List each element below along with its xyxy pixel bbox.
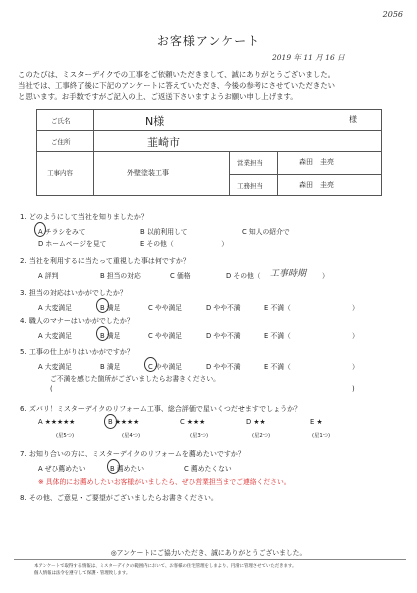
q6-note-b: (星4つ) [122,433,141,439]
page-title: お客様アンケート [156,34,261,48]
q2-option-c[interactable]: C 価格 [170,272,191,280]
q5-option-e[interactable]: E 不満（ ） [264,363,359,371]
intro-line-1: このたびは、ミスターデイクでの工事をご依頼いただきまして、誠にありがとうございました。 [18,70,335,79]
survey-date: 2019 年 11 月 16 日 [272,53,345,62]
q6-option-c[interactable]: C ★★★ [180,418,206,426]
q7-option-a[interactable]: A ぜひ薦めたい [38,465,86,473]
thanks-message: ◎アンケートにご協力いただき、誠にありがとうございました。 [110,549,307,557]
question-6: 6. ズバリ！ミスターデイクのリフォーム工事、総合評価で星いくつだせますでしょうか？ [20,405,302,413]
q1-option-c[interactable]: C 知人の紹介で [242,228,290,236]
question-8: 8. その他、ご意見・ご要望がございましたらお書きください。 [20,494,218,502]
customer-info-table [36,109,382,196]
question-2: 2. 当社を利用するに当たって重視した事は何ですか？ [20,257,190,265]
q2-close-paren: ） [322,272,329,280]
document-number: 2056 [382,10,403,19]
q7-option-c[interactable]: C 薦めたくない [184,465,232,473]
q6-option-d[interactable]: D ★★ [246,418,266,426]
q2-other-answer: 工事時期 [270,269,307,279]
question-3: 3. 担当の対応はいかがでしたか？ [20,289,127,297]
privacy-line-2: 個人情報は法令を遵守して保護・管理致します。 [34,571,131,576]
customer-address: 韮崎市 [147,136,180,149]
q4-option-a[interactable]: A 大変満足 [38,332,72,340]
q3-answer-circle [96,298,109,313]
q3-option-d[interactable]: D やや不満 [206,304,241,312]
q3-option-b[interactable]: B 満足 [100,304,121,312]
work-content: 外壁塗装工事 [127,169,169,177]
q1-option-b[interactable]: B 以前利用して [140,228,188,236]
q3-option-a[interactable]: A 大変満足 [38,304,72,312]
q4-option-b[interactable]: B 満足 [100,332,121,340]
address-label: ご住所 [51,138,71,146]
q5-answer-circle [144,357,157,372]
q1-option-d[interactable]: D ホームページを見て [38,240,107,248]
q5-paren-close: ) [352,385,355,393]
question-4: 4. 職人のマナーはいかがでしたか？ [20,317,134,325]
q1-option-e[interactable]: E その他（ ） [140,240,229,248]
q4-option-d[interactable]: D やや不満 [206,332,241,340]
q6-note-d: (星2つ) [252,433,271,439]
q6-note-c: (星3つ) [190,433,209,439]
q2-option-a[interactable]: A 評判 [38,272,59,280]
q6-note-e: (星1つ) [312,433,331,439]
footer-divider [14,559,406,560]
q5-option-d[interactable]: D やや不満 [206,363,241,371]
sales-person: 森田 圭亮 [299,158,334,166]
construction-label: 工務担当 [237,182,263,190]
question-1: 1. どのようにして当社を知りましたか？ [20,213,148,221]
name-label: ご氏名 [51,117,71,125]
q5-paren-open: ( [50,385,53,393]
q5-comment-prompt: ご不満を感じた箇所がございましたらお書きください。 [50,375,220,383]
question-5: 5. 工事の仕上がりはいかがですか？ [20,348,134,356]
q1-option-a[interactable]: A チラシをみて [38,228,86,236]
q6-note-a: (星5つ) [56,433,75,439]
question-7: 7. お知り合いの方に、ミスターデイクのリフォームを薦めたいですか？ [20,450,245,458]
work-label: 工事内容 [47,169,73,177]
q2-option-b[interactable]: B 担当の対応 [100,272,141,280]
privacy-line-1: 本アンケートで取得する情報は、ミスターデイクの範囲内において、お客様の住宅管理をしまより、円滑に管理させていただきます。 [34,564,297,569]
sales-label: 営業担当 [237,159,263,167]
q4-option-e[interactable]: E 不満（ ） [264,332,359,340]
q6-option-e[interactable]: E ★ [310,418,323,426]
honorific: 様 [349,115,357,124]
q5-option-c[interactable]: C やや満足 [148,363,183,371]
customer-name: N様 [145,115,165,128]
q2-option-d[interactable]: D その他（ [226,272,261,280]
q5-option-a[interactable]: A 大変満足 [38,363,72,371]
q6-option-a[interactable]: A ★★★★★ [38,418,76,426]
q6-answer-circle [104,414,117,429]
q3-option-c[interactable]: C やや満足 [148,304,183,312]
q5-option-b[interactable]: B 満足 [100,363,121,371]
q7-option-b[interactable]: B 薦めたい [110,465,145,473]
q4-answer-circle [96,326,109,341]
intro-line-3: と思います。お手数ですがご記入の上、ご返送下さいますようお願い申し上げます。 [18,92,298,101]
intro-line-2: 当社では、工事終了後に下記のアンケートに答えていただき、今後の参考にさせていただきたい [18,81,336,90]
q3-option-e[interactable]: E 不満（ ） [264,304,359,312]
q7-note: ※ 具体的にお薦めしたいお客様がいましたら、ぜひ営業担当までご連絡ください。 [38,478,291,486]
q7-answer-circle [107,459,120,474]
q1-answer-circle [34,222,46,237]
construction-person: 森田 圭亮 [299,181,334,189]
q6-option-b[interactable]: B ★★★★ [108,418,140,426]
q4-option-c[interactable]: C やや満足 [148,332,183,340]
